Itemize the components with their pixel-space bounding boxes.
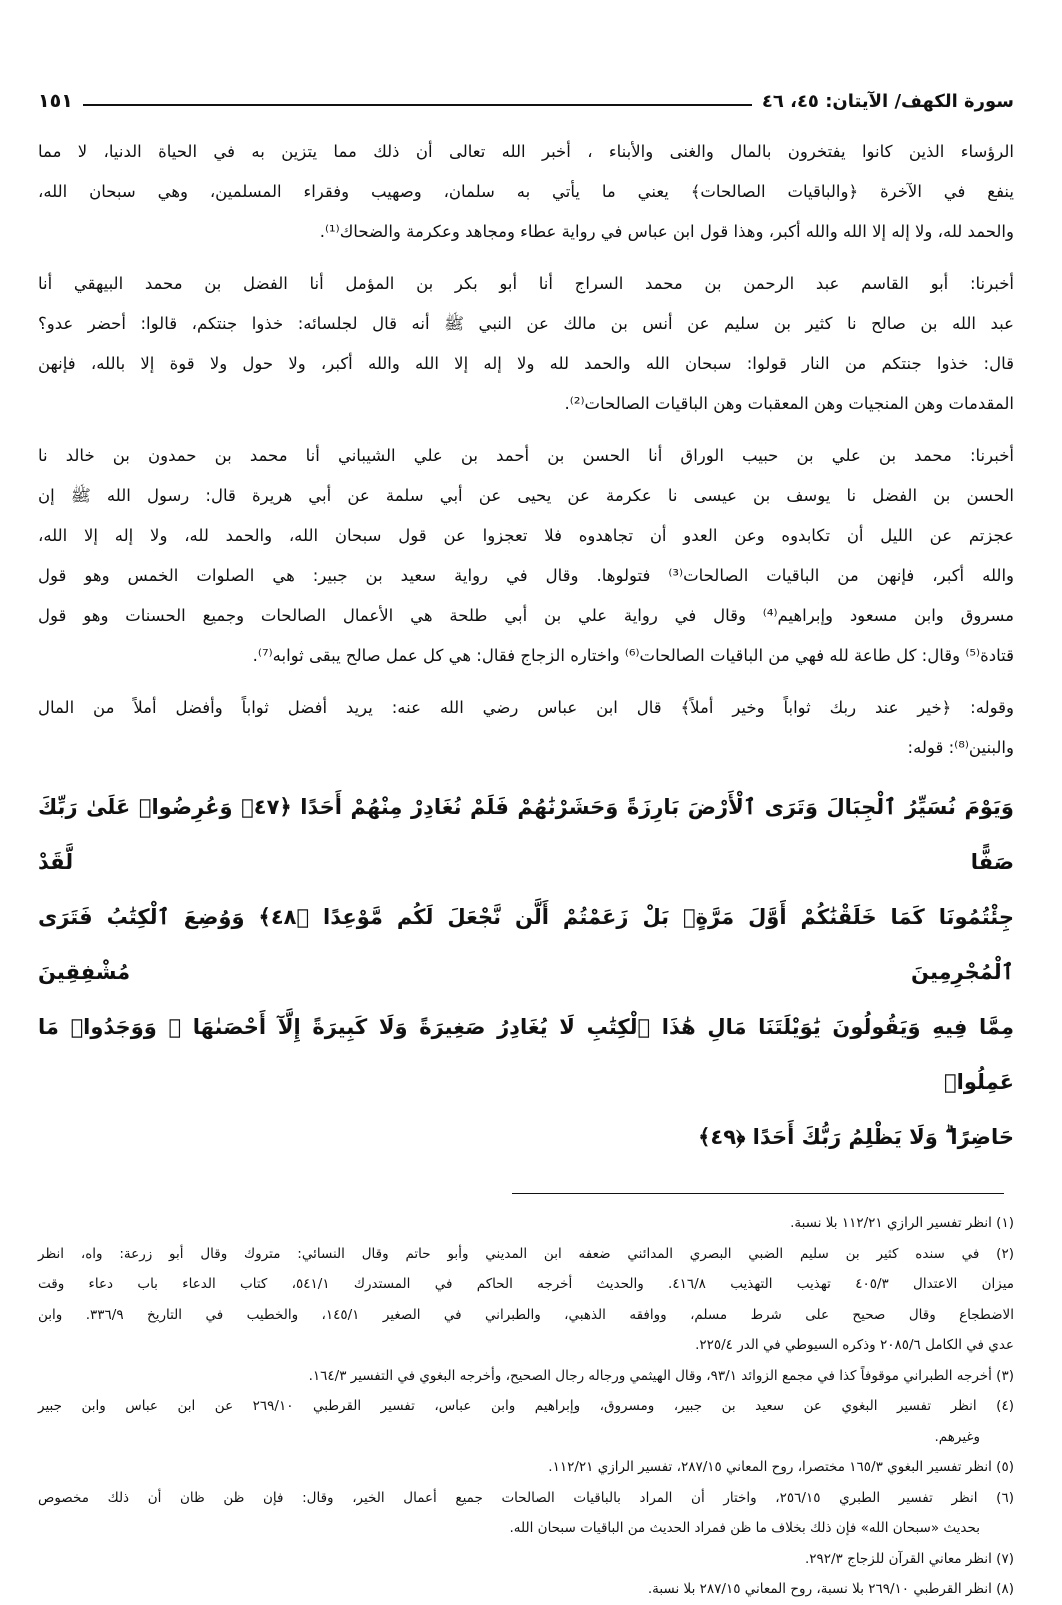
text-line: عجزتم عن الليل أن تكابدوه وعن العدو أن تجاهدوه فلا تعجزوا عن قول سبحان الله، والحمد لله، ولا إله إلا الله، bbox=[38, 526, 1014, 545]
text-line: جِئْتُمُونَا كَمَا خَلَقْنَٰكُمْ أَوَّلَ مَرَّةٍۭ بَلْ زَعَمْتُمْ أَلَّن نَّجْعَلَ لَكُم مَّوْعِدًا ﴿٤٨﴾ وَوُضِعَ ٱلْكِتَٰبُ فَتَرَى ٱلْمُجْرِمِينَ مُشْفِقِينَ bbox=[38, 905, 1015, 984]
text-line: الاضطجاع وقال صحيح على شرط مسلم، ووافقه الذهبي، والطبراني في الصغير ١٤٥/١، والخطيب في التاريخ ٣٣٦/٩. وابن bbox=[38, 1306, 1014, 1323]
main-text bbox=[38, 132, 1014, 768]
text-line: المقدمات وهن المنجيات وهن المعقبات وهن الباقيات الصالحات⁽²⁾. bbox=[564, 394, 1014, 413]
footnote-separator-row bbox=[38, 1193, 1014, 1194]
text-line: مِمَّا فِيهِ وَيَقُولُونَ يَٰوَيْلَتَنَا مَالِ هَٰذَا ٱلْكِتَٰبِ لَا يُغَادِرُ صَغِيرَةً وَلَا كَبِيرَةً إِلَّآ أَحْصَىٰهَا ۚ وَوَجَدُوا۟ مَا عَمِلُوا۟ bbox=[38, 1015, 1014, 1094]
text-line: قال: خذوا جنتكم من النار قولوا: سبحان الله والحمد لله ولا إله إلا الله والله أكبر، ولا حول ولا قوة إلا بالله، فإنهن bbox=[38, 354, 1014, 373]
paragraph bbox=[38, 264, 1014, 424]
page-number: ١٥١ bbox=[38, 90, 73, 112]
text-line: والبنين⁽⁸⁾: قوله: bbox=[907, 738, 1014, 757]
text-line: ينفع في الآخرة ﴿والباقيات الصالحات﴾ يعني ما يأتي به سلمان، وصهيب وفقراء المسلمين، وهي سبحان الله، bbox=[38, 182, 1014, 201]
footnote bbox=[38, 1483, 1014, 1544]
text-line: أخبرنا: محمد بن علي بن حبيب الوراق أنا الحسن بن أحمد بن علي الشيباني أنا محمد بن حمدون بن خالد نا bbox=[38, 446, 1014, 465]
text-line: (٤) انظر تفسير البغوي عن سعيد بن جبير، ومسروق، وإبراهيم وابن عباس، تفسير القرطبي ٢٦٩/١٠ عن ابن عباس وابن جبير bbox=[38, 1398, 1014, 1414]
paragraph bbox=[38, 132, 1014, 252]
running-header-title: سورة الكهف/ الآيتان: ٤٥، ٤٦ bbox=[761, 91, 1014, 112]
text-line: (١) انظر تفسير الرازي ١١٢/٢١ بلا نسبة. bbox=[790, 1215, 1014, 1231]
footnote bbox=[38, 1544, 1014, 1575]
text-line: (٥) انظر تفسير البغوي ١٦٥/٣ مختصرا، روح المعاني ٢٨٧/١٥، تفسير الرازي ١١٢/٢١. bbox=[548, 1459, 1014, 1475]
header-rule bbox=[83, 104, 752, 106]
text-line: وَيَوْمَ نُسَيِّرُ ٱلْجِبَالَ وَتَرَى ٱلْأَرْضَ بَارِزَةً وَحَشَرْنَٰهُمْ فَلَمْ نُغَادِرْ مِنْهُمْ أَحَدًا ﴿٤٧﴾ وَعُرِضُوا۟ عَلَىٰ رَبِّكَ صَفًّا لَّقَدْ bbox=[38, 795, 1014, 874]
text-line: (٣) أخرجه الطبراني موقوفاً كذا في مجمع الزوائد ٩٣/١، وقال الهيثمي ورجاله رجال الصحيح، وأخرجه البغوي في التفسير ١٦٤/٣. bbox=[308, 1367, 1014, 1384]
text-line: وغيرهم. bbox=[934, 1428, 980, 1445]
text-line: بحديث «سبحان الله» فإن ذلك بخلاف ما ظن فمراد الحديث من الباقيات سبحان الله. bbox=[509, 1520, 980, 1536]
footnote bbox=[38, 1391, 1014, 1452]
verse-block bbox=[38, 780, 1014, 1165]
footnote-separator bbox=[512, 1193, 1004, 1194]
text-line: والحمد لله، ولا إله إلا الله والله أكبر، وهذا قول ابن عباس في رواية عطاء ومجاهد وعكرمة والضحاك⁽¹⁾. bbox=[319, 222, 1014, 241]
text-line: والله أكبر، فإنهن من الباقيات الصالحات⁽³⁾ فتولوها. وقال في رواية سعيد بن جبير: هي الصلوات الخمس وهو قول bbox=[38, 566, 1014, 585]
footnote bbox=[38, 1361, 1014, 1392]
text-line: عدي في الكامل ٢٠٨٥/٦ وذكره السيوطي في الدر ٢٢٥/٤. bbox=[695, 1337, 1014, 1353]
paragraph bbox=[38, 688, 1014, 768]
footnote bbox=[38, 1452, 1014, 1483]
footnote bbox=[38, 1574, 1014, 1605]
text-line: الرؤساء الذين كانوا يفتخرون بالمال والغنى والأبناء ، أخبر الله تعالى أن ذلك مما يتزين به في الحياة الدنيا، لا مما bbox=[38, 142, 1014, 161]
paragraph bbox=[38, 436, 1014, 676]
text-line: قتادة⁽⁵⁾ وقال: كل طاعة لله فهي من الباقيات الصالحات⁽⁶⁾ واختاره الزجاج فقال: هي كل عمل صالح يبقى ثوابه⁽⁷⁾. bbox=[252, 646, 1014, 665]
footnote bbox=[38, 1208, 1014, 1239]
text-line: حَاضِرًا ۗ وَلَا يَظْلِمُ رَبُّكَ أَحَدًا ﴿٤٩﴾ bbox=[698, 1125, 1014, 1149]
footnote bbox=[38, 1239, 1014, 1361]
text-line: عبد الله بن صالح نا كثير بن سليم عن أنس بن مالك عن النبي ﷺ أنه قال لجلسائه: خذوا جنتكم، قالوا: أحضر عدو؟ bbox=[38, 314, 1014, 333]
text-line: وقوله: ﴿خير عند ربك ثواباً وخير أملاً﴾ قال ابن عباس رضي الله عنه: يريد أفضل ثواباً وأفضل أملاً من المال bbox=[38, 698, 1014, 717]
text-line: أخبرنا: أبو القاسم عبد الرحمن بن محمد السراج أنا أبو بكر بن المؤمل أنا الفضل بن محمد البيهقي أنا bbox=[38, 274, 1014, 293]
text-line: (٦) انظر تفسير الطبري ٢٥٦/١٥، واختار أن المراد بالباقيات الصالحات جميع أعمال الخير، وقال: فإن ظن ظان أن ذلك مخصوص bbox=[38, 1489, 1014, 1506]
text-line: الحسن بن الفضل نا يوسف بن عيسى نا عكرمة عن يحيى عن أبي سلمة عن أبي هريرة قال: رسول الله ﷺ إن bbox=[38, 486, 1014, 505]
running-header bbox=[38, 78, 1014, 112]
footnotes bbox=[38, 1208, 1014, 1605]
book-page bbox=[38, 0, 1014, 1605]
text-line: مسروق وابن مسعود وإبراهيم⁽⁴⁾ وقال في رواية علي بن أبي طلحة هي الأعمال الصالحات وجميع الحسنات وهو قول bbox=[38, 606, 1014, 625]
quran-verses bbox=[38, 780, 1014, 1165]
text-line: (٢) في سنده كثير بن سليم الضبي البصري المدائني ضعفه ابن المديني وأبو حاتم وقال النسائي: متروك وقال أبو زرعة: واه، انظر bbox=[38, 1245, 1014, 1262]
text-line: (٨) انظر القرطبي ٢٦٩/١٠ بلا نسبة، روح المعاني ٢٨٧/١٥ بلا نسبة. bbox=[647, 1581, 1014, 1597]
text-line: ميزان الاعتدال ٤٠٥/٣ تهذيب التهذيب ٤١٦/٨. والحديث أخرجه الحاكم في المستدرك ٥٤١/١، كتاب الدعاء باب دعاء وقت bbox=[38, 1276, 1015, 1292]
text-line: (٧) انظر معاني القرآن للزجاج ٢٩٢/٣. bbox=[804, 1550, 1014, 1567]
